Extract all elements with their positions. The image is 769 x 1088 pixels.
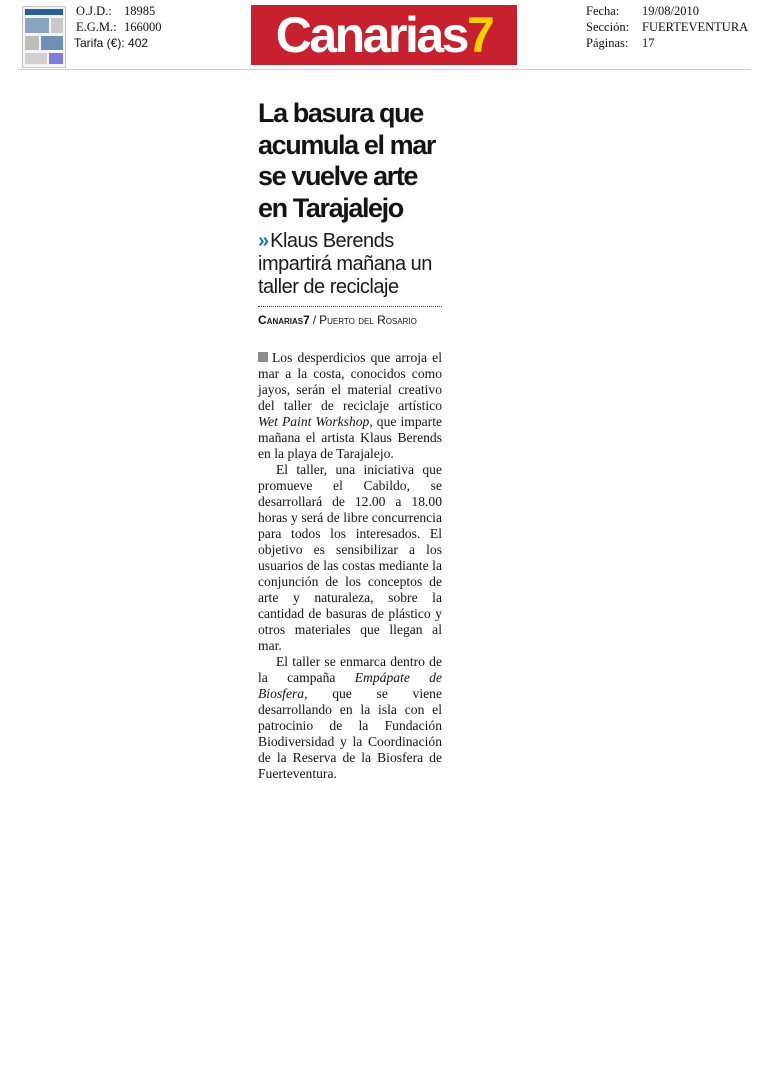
headline: La basura que acumula el mar se vuelve arte en Tarajalejo	[258, 98, 435, 223]
page-thumbnail	[22, 6, 66, 68]
byline-paper: Canarias7	[258, 313, 310, 327]
subheadline	[258, 230, 442, 299]
egm-label: E.G.M.:	[76, 20, 117, 34]
subheadline-text: Klaus Berends impartirá mañana un taller de reciclaje	[258, 230, 432, 298]
paragraph-1: Los desperdicios que arroja el mar a la costa, conocidos como jayos, serán el material creativo del taller de reciclaje artístico Wet Paint Workshop, que imparte mañana el artista Klaus Berends en la playa de Tarajalejo.	[258, 350, 443, 461]
dotted-separator	[258, 306, 442, 307]
chevron-double-right-icon: »	[258, 230, 267, 252]
tarifa-value: 402	[128, 36, 149, 50]
paginas-value: 17	[642, 36, 655, 50]
fecha-value: 19/08/2010	[642, 4, 699, 18]
seccion-value: FUERTEVENTURA	[642, 20, 749, 34]
square-bullet-icon	[258, 352, 268, 362]
masthead-logo: Canarias7	[275, 7, 493, 63]
circulation-info	[76, 3, 162, 51]
article-body	[258, 350, 442, 782]
ojd-value: 18985	[124, 4, 156, 18]
newspaper-masthead	[251, 5, 517, 65]
tarifa-label: Tarifa (€):	[74, 36, 125, 50]
paragraph-2: El taller, una iniciativa que promueve el Cabildo, se desarrollará de 12.00 a 18.00 horas y será de libre concurrencia para todos los interesados. El objetivo es sensibilizar a los usuarios de las costas mediante la conjunción de los conceptos de arte y naturaleza, sobre la cantidad de basuras de plástico y otros materiales que llegan al mar.	[258, 462, 442, 653]
byline	[258, 313, 442, 327]
paginas-label: Páginas:	[586, 36, 629, 50]
seccion-label: Sección:	[586, 20, 630, 34]
article	[258, 98, 442, 782]
byline-location: Puerto del Rosario	[319, 313, 417, 327]
paragraph-3: El taller se enmarca dentro de la campaña Empápate de Biosfera, que se viene desarrollando en la isla con el patrocinio de la Fundación Biodiversidad y la Coordinación de la Reserva de la Biosfera de Fuerteventura.	[258, 654, 442, 781]
fecha-label: Fecha:	[586, 4, 620, 18]
byline-separator: /	[312, 313, 317, 327]
header-divider	[18, 69, 751, 70]
publication-info	[586, 3, 748, 51]
ojd-label: O.J.D.:	[76, 4, 112, 18]
egm-value: 166000	[124, 20, 162, 34]
